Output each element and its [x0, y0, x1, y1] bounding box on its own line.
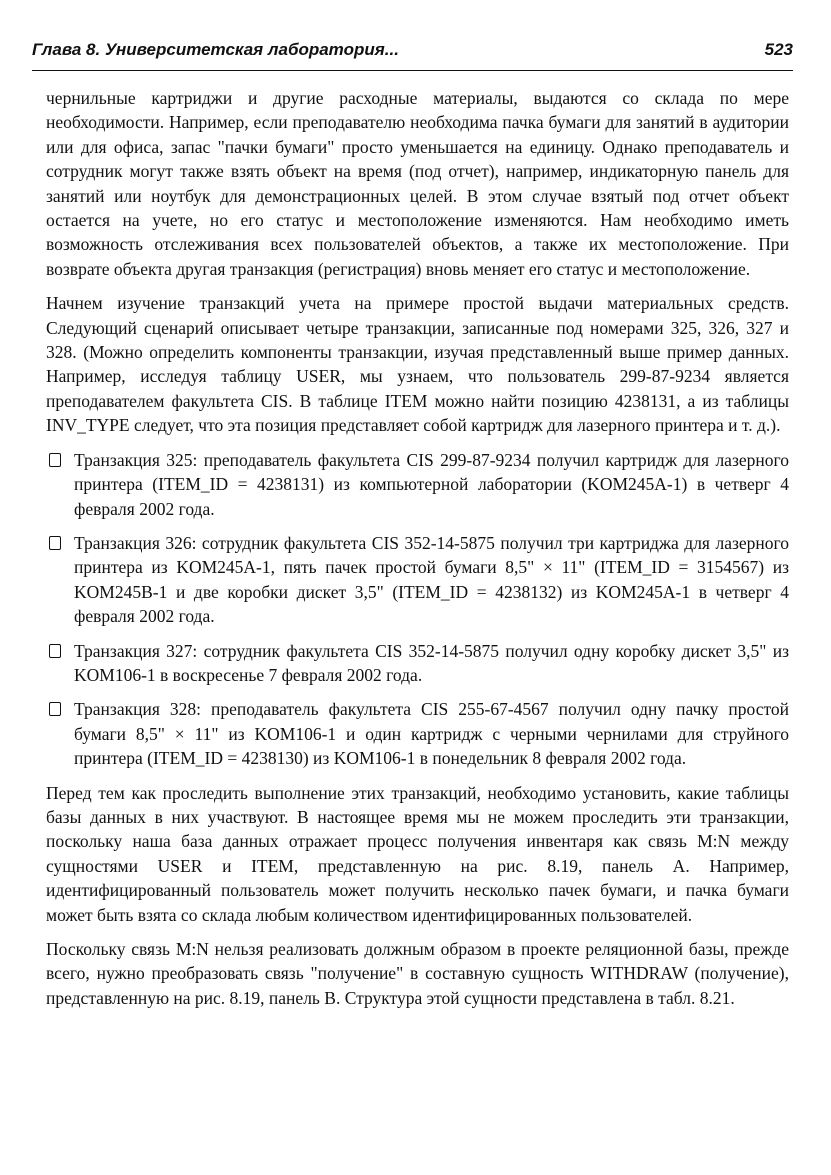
checkbox-bullet-icon: [49, 536, 61, 550]
chapter-title: Глава 8. Университетская лаборатория...: [32, 40, 399, 59]
list-item-text: Транзакция 327: сотрудник факультета CIS 352-14-5875 получил одну коробку дискет 3,5" из KOM106-1 в воскресенье 7 февраля 2002 года.: [74, 640, 789, 685]
checkbox-bullet-icon: [49, 702, 61, 716]
checkbox-bullet-icon: [49, 453, 61, 467]
list-item: [46, 531, 789, 629]
page-number: 523: [764, 40, 793, 59]
paragraph: чернильные картриджи и другие расходные материалы, выдаются со склада по мере необходимости. Например, если преподавателю необходима пачка бумаги для занятий в аудитории или для офиса, запас "пачки бумаги" просто уменьшается на единицу. Однако преподаватель и сотрудник могут также взять объект на время (под отчет), например, индикаторную панель для занятий или ноутбук для демонстрационных целей. В этом случае взятый под отчет объект остается на учете, но его статус и местоположение изменяются. Нам необходимо иметь возможность отслеживания всех пользователей объектов, а также их местоположение. При возврате объекта другая транзакция (регистрация) вновь меняет его статус и местоположение.: [46, 88, 789, 279]
list-item: [46, 448, 789, 521]
checkbox-bullet-icon: [49, 644, 61, 658]
running-header: [32, 36, 793, 71]
paragraph: Начнем изучение транзакций учета на примере простой выдачи материальных средств. Следующий сценарий описывает четыре транзакции, записанные под номерами 325, 326, 327 и 328. (Можно определить компоненты транзакции, изучая представленный выше пример данных. Например, исследуя таблицу USER, мы узнаем, что пользователь 299-87-9234 является преподавателем факультета CIS. В таблице ITEM можно найти позицию 4238131, а из таблицы INV_TYPE следует, что эта позиция представляет собой картридж для лазерного принтера и т. д.).: [46, 293, 789, 436]
paragraph: Поскольку связь M:N нельзя реализовать должным образом в проекте реляционной базы, прежде всего, нужно преобразовать связь "получение" в составную сущность WITHDRAW (получение), представленную на рис. 8.19, панель B. Структура этой сущности представлена в табл. 8.21.: [46, 939, 789, 1008]
list-item: [46, 639, 789, 688]
list-item-text: Транзакция 326: сотрудник факультета CIS 352-14-5875 получил три картриджа для лазерного принтера из KOM245A-1, пять пачек простой бумаги 8,5" × 11" (ITEM_ID = 3154567) из KOM245B-1 и две коробки дискет 3,5" (ITEM_ID = 4238132) из KOM245A-1 в четверг 4 февраля 2002 года.: [74, 532, 789, 627]
body-text: [46, 86, 789, 1020]
transaction-list: [46, 448, 789, 771]
paragraph: Перед тем как проследить выполнение этих транзакций, необходимо установить, какие таблицы базы данных в них участвуют. В настоящее время мы не можем проследить эти транзакции, поскольку наша база данных отражает процесс получения инвентаря как связь M:N между сущностями USER и ITEM, представленную на рис. 8.19, панель A. Например, идентифицированный пользователь может получить несколько пачек бумаги, и пачка бумаги может быть взята со склада любым количеством идентифицированных пользователей.: [46, 782, 789, 925]
list-item: [46, 697, 789, 770]
list-item-text: Транзакция 325: преподаватель факультета CIS 299-87-9234 получил картридж для лазерного принтера (ITEM_ID = 4238131) из компьютерной лаборатории (KOM245A-1) в четверг 4 февраля 2002 года.: [74, 449, 789, 519]
list-item-text: Транзакция 328: преподаватель факультета CIS 255-67-4567 получил одну пачку простой бумаги 8,5" × 11" из KOM106-1 и один картридж с черными чернилами для струйного принтера (ITEM_ID = 4238130) из KOM106-1 в понедельник 8 февраля 2002 года.: [74, 699, 789, 769]
